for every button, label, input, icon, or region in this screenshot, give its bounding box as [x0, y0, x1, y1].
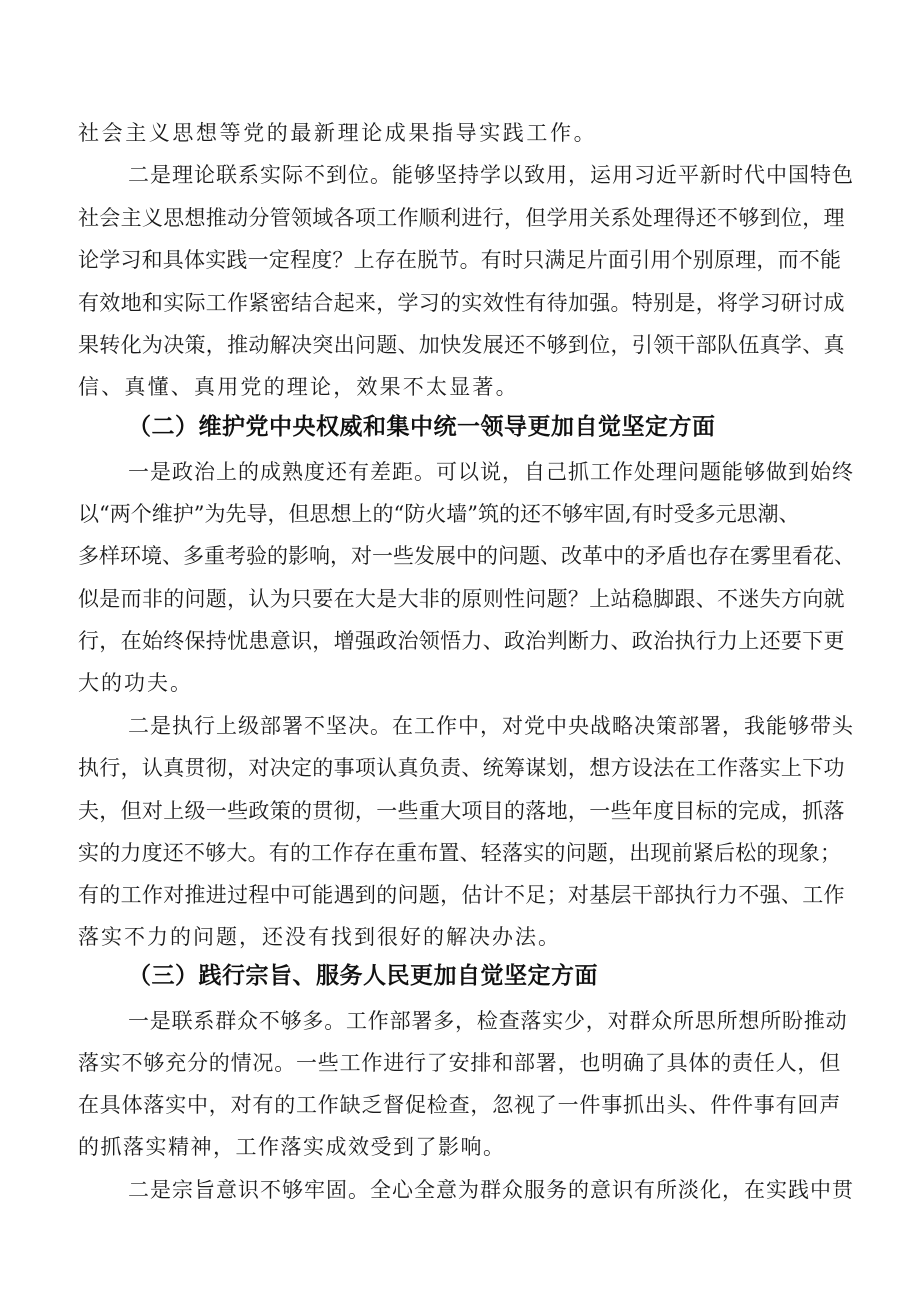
paragraph-line: 二是理论联系实际不到位。能够坚持学以致用，运用习近平新时代中国特色	[128, 163, 854, 187]
paragraph-line: 一是联系群众不够多。工作部署多，检查落实少，对群众所思所想所盼推动	[128, 1009, 848, 1033]
section-heading: （三）践行宗旨、服务人民更加自觉坚定方面	[128, 963, 598, 989]
paragraph-line: 落实不够充分的情况。一些工作进行了安排和部署，也明确了具体的责任人，但	[78, 1051, 841, 1075]
paragraph-line: 社会主义思想等党的最新理论成果指导实践工作。	[78, 121, 598, 145]
paragraph-line: 行，在始终保持忧患意识，增强政治领悟力、政治判断力、政治执行力上还要下更	[78, 629, 845, 653]
paragraph-line: 的抓落实精神，工作落实成效受到了影响。	[78, 1135, 506, 1159]
paragraph-line: 果转化为决策，推动解决突出问题、加快发展还不够到位，引领干部队伍真学、真	[78, 333, 845, 357]
paragraph-line: 执行，认真贯彻，对决定的事项认真负责、统筹谋划，想方设法在工作落实上下功	[78, 756, 845, 780]
paragraph-line: 夫，但对上级一些政策的贯彻，一些重大项目的落地，一些年度目标的完成，抓落	[78, 799, 845, 823]
paragraph-line: 二是宗旨意识不够牢固。全心全意为群众服务的意识有所淡化，在实践中贯	[128, 1178, 854, 1202]
paragraph-line: 似是而非的问题，认为只要在大是大非的原则性问题？上站稳脚跟、不迷失方向就	[78, 587, 845, 611]
paragraph-line: 二是执行上级部署不坚决。在工作中，对党中央战略决策部署，我能够带头	[128, 714, 854, 738]
paragraph-line: 在具体落实中，对有的工作缺乏督促检查，忽视了一件事抓出头、件件事有回声	[78, 1093, 841, 1117]
paragraph-line: 有的工作对推进过程中可能遇到的问题，估计不足；对基层干部执行力不强、工作	[78, 883, 845, 907]
section-heading: （二）维护党中央权威和集中统一领导更加自觉坚定方面	[128, 414, 716, 440]
paragraph-line: 落实不力的问题，还没有找到很好的解决办法。	[78, 925, 561, 949]
paragraph-line: 多样环境、多重考验的影响，对一些发展中的问题、改革中的矛盾也存在雾里看花、	[78, 544, 855, 568]
paragraph-line: 信、真懂、真用党的理论，效果不太显著。	[78, 375, 519, 399]
paragraph-line: 大的功夫。	[78, 671, 193, 695]
paragraph-line: 实的力度还不够大。有的工作存在重布置、轻落实的问题，出现前紧后松的现象；	[78, 841, 842, 865]
paragraph-line: 社会主义思想推动分管领域各项工作顺利进行，但学用关系处理得还不够到位，理	[78, 206, 845, 230]
paragraph-line: 有效地和实际工作紧密结合起来，学习的实效性有待加强。特别是，将学习研讨成	[78, 291, 845, 315]
paragraph-line: 一是政治上的成熟度还有差距。可以说，自己抓工作处理问题能够做到始终	[128, 460, 854, 484]
paragraph-line: 论学习和具体实践一定程度？上存在脱节。有时只满足片面引用个别原理，而不能	[78, 248, 842, 272]
paragraph-line: 以“两个维护”为先导，但思想上的“防火墙”筑的还不够牢固,有时受多元思潮、	[78, 502, 800, 526]
